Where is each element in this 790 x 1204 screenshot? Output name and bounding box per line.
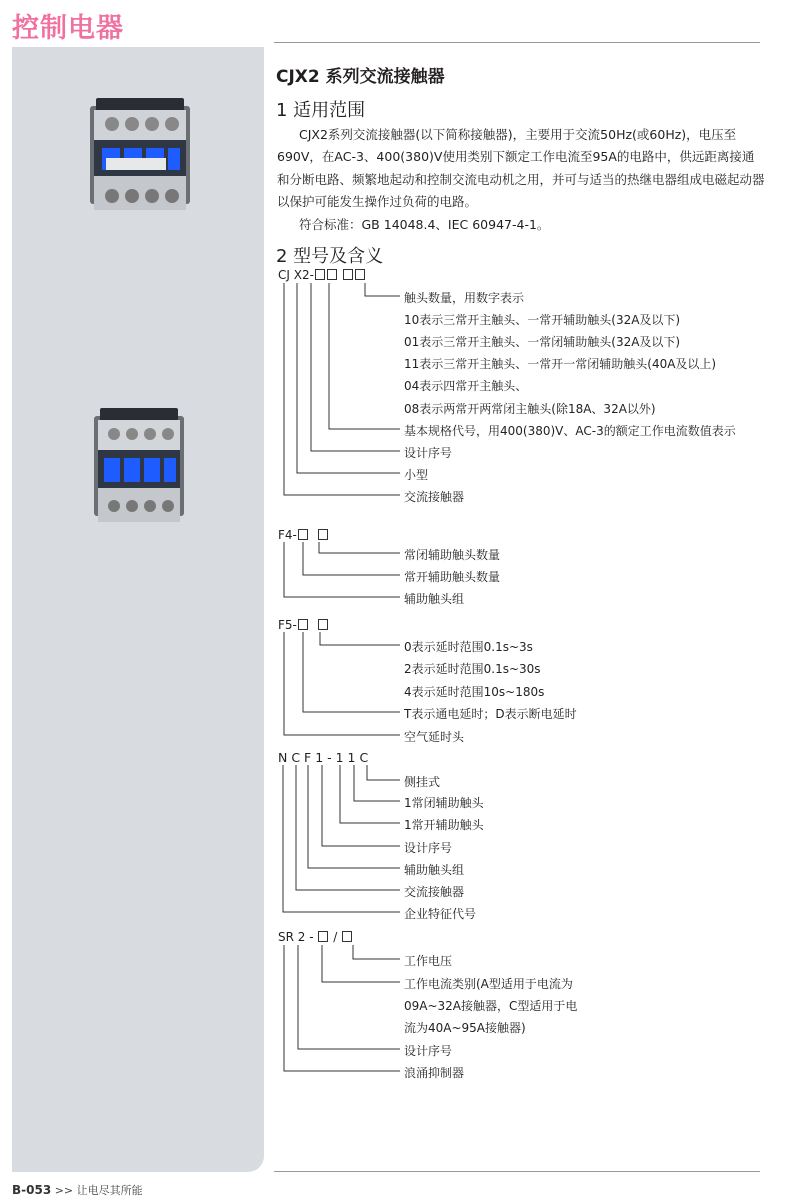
sr2-label: 设计序号 — [404, 1044, 453, 1058]
placeholder-box-icon — [298, 529, 308, 540]
f4-label: 常开辅助触头数量 — [404, 570, 501, 584]
f4-model-code: F4- — [278, 528, 329, 542]
f4-label: 辅助触头组 — [404, 592, 465, 606]
cjx2-label: 触头数量，用数字表示 — [404, 291, 525, 305]
product-heading: CJX2 系列交流接触器 — [276, 67, 445, 87]
placeholder-box-icon — [327, 269, 337, 280]
ncf-label: 设计序号 — [404, 841, 453, 855]
cjx2-label: 10表示三常开主触头、一常开辅助触头(32A及以下) — [404, 313, 681, 327]
ncf-label: 1常开辅助触头 — [404, 818, 484, 832]
f5-label: 4表示延时范围10s~180s — [404, 685, 545, 699]
f4-label: 常闭辅助触头数量 — [404, 548, 501, 562]
placeholder-box-icon — [318, 931, 328, 942]
section-1-standard: 符合标准：GB 14048.4、IEC 60947-4-1。 — [299, 217, 550, 232]
ncf-label: 辅助触头组 — [404, 863, 465, 877]
cjx2-label: 11表示三常开主触头、一常开一常闭辅助触头(40A及以上) — [404, 357, 717, 371]
f5-label: 2表示延时范围0.1s~30s — [404, 662, 541, 676]
sr2-label: 09A~32A接触器，C型适用于电 — [404, 999, 578, 1013]
cjx2-label: 交流接触器 — [404, 490, 465, 504]
footer-slogan: 让电尽其所能 — [76, 1184, 143, 1197]
page-number: B-053 — [12, 1183, 52, 1197]
f5-label: 0表示延时范围0.1s~3s — [404, 640, 533, 654]
sr2-label: 工作电压 — [404, 954, 453, 968]
sr2-label: 流为40A~95A接触器) — [404, 1021, 526, 1035]
ncf-label: 企业特征代号 — [404, 907, 477, 921]
section-1-paragraph: CJX2系列交流接触器(以下简称接触器)，主要用于交流50Hz(或60Hz)，电压至690V，在AC-3、400(380)V使用类别下额定工作电流至95A的电路中，供远距离接通和分断电路、频繁地起动和控制交流电动机之用，并可与适当的热继电器组成电磁起动器以保护可能发生操作过负荷的电路。 — [277, 127, 765, 209]
section-2-title: 2 型号及含义 — [276, 246, 384, 267]
placeholder-box-icon — [342, 931, 352, 942]
ncf-label: 侧挂式 — [404, 775, 441, 789]
ncf-label: 交流接触器 — [404, 885, 465, 899]
footer-arrow: >> — [54, 1184, 74, 1197]
sr2-label: 工作电流类别(A型适用于电流为 — [404, 977, 573, 991]
category-title: 控制电器 — [12, 13, 124, 44]
cjx2-label: 设计序号 — [404, 446, 453, 460]
cjx2-model-code: CJ X2- — [278, 268, 366, 282]
cjx2-label: 基本规格代号，用400(380)V、AC-3的额定工作电流数值表示 — [404, 424, 736, 438]
sr2-label: 浪涌抑制器 — [404, 1066, 465, 1080]
cjx2-label: 04表示四常开主触头、 — [404, 379, 528, 393]
sr2-model-code: SR 2 - / — [278, 930, 353, 944]
f5-label: T表示通电延时；D表示断电延时 — [404, 707, 577, 721]
ncf-model-code: N C F 1 - 1 1 C — [278, 750, 369, 765]
placeholder-box-icon — [298, 619, 308, 630]
placeholder-box-icon — [355, 269, 365, 280]
placeholder-box-icon — [315, 269, 325, 280]
placeholder-box-icon — [318, 619, 328, 630]
cjx2-label: 08表示两常开两常闭主触头(除18A、32A以外) — [404, 402, 656, 416]
placeholder-box-icon — [343, 269, 353, 280]
placeholder-box-icon — [318, 529, 328, 540]
cjx2-label: 小型 — [404, 468, 429, 482]
ncf-label: 1常闭辅助触头 — [404, 796, 484, 810]
section-1-title: 1 适用范围 — [276, 100, 366, 121]
bottom-divider — [274, 1171, 760, 1172]
page-footer — [12, 1182, 143, 1198]
f5-model-code: F5- — [278, 618, 329, 632]
f5-label: 空气延时头 — [404, 730, 465, 744]
cjx2-label: 01表示三常开主触头、一常闭辅助触头(32A及以下) — [404, 335, 681, 349]
